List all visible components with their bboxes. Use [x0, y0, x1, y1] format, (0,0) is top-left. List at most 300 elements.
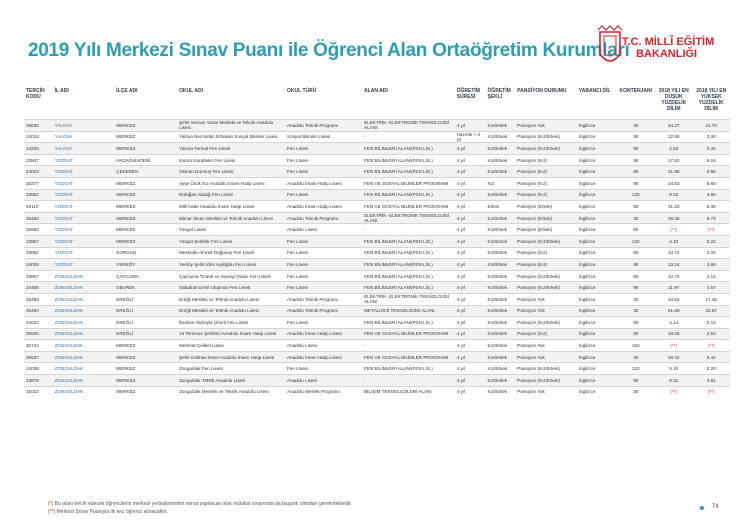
table-row — [24, 351, 730, 363]
cell-alan-adi: FEN BİLİMLERİ ALANI(FEN LİS.) — [364, 366, 433, 372]
cell-alan-adi: - — [364, 343, 366, 349]
cell-ogretim-sekli: Kız/Erkek — [487, 261, 508, 267]
cell-il-adi: YOZGAT — [54, 180, 74, 186]
cell-ogretim-suresi: 4 yıl — [456, 389, 466, 395]
cell-ogretim-suresi: 4 yıl — [456, 180, 466, 186]
cell-en-yuksek-dilim: 8.73 — [706, 215, 716, 221]
cell-il-adi: YALOVA — [54, 122, 73, 128]
cell-okul-adi: Erdoğan Akdağ Fen Lisesi — [179, 192, 233, 198]
table-row — [24, 363, 730, 375]
table-row — [24, 305, 730, 317]
cell-en-yuksek-dilim: 3.69 — [706, 261, 716, 267]
cell-yabanci-dil: İngilizce — [578, 377, 596, 383]
cell-tercih-kodu: 26377 — [26, 180, 39, 186]
cell-yabanci-dil: İngilizce — [578, 169, 596, 175]
cell-ogretim-suresi: 4 yıl — [456, 366, 466, 372]
cell-alan-adi: FEN BİLİMLERİ ALANI(FEN LİS.) — [364, 273, 433, 279]
cell-yabanci-dil: İngilizce — [578, 296, 596, 302]
ministry-name-line2: BAKANLIĞI — [636, 48, 698, 60]
cell-okul-adi: Mimar Sinan Mesleki ve Teknik Anadolu Lisesi — [179, 215, 273, 221]
cell-en-yuksek-dilim: 3.30 — [706, 134, 716, 140]
cell-yabanci-dil: İngilizce — [578, 285, 596, 291]
footnotes — [48, 500, 352, 516]
cell-tercih-kodu: 24465 — [26, 285, 39, 291]
cell-yabanci-dil: İngilizce — [578, 308, 596, 314]
cell-ogretim-suresi: 4 yıl — [456, 250, 466, 256]
cell-alan-adi: ELEKTRİK- ELEKTRONİK TEKNOLOJİSİ ALANI — [364, 213, 450, 224]
table-row — [24, 166, 730, 178]
cell-okul-turu: Fen Lisesi — [287, 157, 308, 163]
table-row — [24, 386, 730, 397]
cell-en-yuksek-dilim: (**) — [707, 343, 715, 349]
header-kontenjan: KONTENJANI — [619, 88, 653, 94]
cell-en-dusuk-dilim: 29.42 — [668, 354, 680, 360]
cell-okul-turu: Anadolu Lisesi — [287, 227, 317, 233]
cell-ogretim-suresi: 4 yıl — [456, 296, 466, 302]
cell-okul-adi: Ayşe Ücok Kız Anadolu İmam Hatip Lisesi — [179, 180, 265, 186]
header-ogretim-sekli: ÖĞRETİM ŞEKLİ — [487, 88, 511, 100]
cell-en-dusuk-dilim: 12.86 — [668, 134, 680, 140]
cell-en-yuksek-dilim: 2.03 — [706, 250, 716, 256]
cell-okul-adi: Zonguldak Fen Lisesi — [179, 366, 223, 372]
cell-ogretim-sekli: Kız/Erkek — [487, 238, 508, 244]
cell-alan-adi: FEN BİLİMLERİ ALANI(FEN LİS.) — [364, 157, 433, 163]
cell-ogretim-suresi: 4 yıl — [456, 261, 466, 267]
cell-pansiyon-durumu: Pansiyon (Kız) — [517, 250, 548, 256]
cell-okul-turu: Anadolu Teknik Programı — [287, 308, 339, 314]
page-dot-icon — [700, 506, 704, 510]
table-body — [24, 120, 730, 398]
cell-okul-adi: Osman Durmuş Fen Lisesi — [179, 169, 234, 175]
cell-ogretim-sekli: Kız/Erkek — [487, 169, 508, 175]
ministry-name-line1: T.C. MİLLÎ EĞİTİM — [622, 36, 715, 48]
cell-yabanci-dil: İngilizce — [578, 343, 596, 349]
cell-ilce-adi: MERKEZ — [116, 122, 136, 128]
cell-en-yuksek-dilim: 0.20 — [706, 366, 716, 372]
footnote-2 — [48, 508, 352, 516]
cell-il-adi: ZONGULDAK — [54, 285, 84, 291]
cell-yabanci-dil: İngilizce — [578, 250, 596, 256]
cell-ilce-adi: MERKEZ — [116, 215, 136, 221]
cell-tercih-kodu: 23867 — [26, 273, 39, 279]
cell-pansiyon-durumu: Pansiyon (Kız) — [517, 157, 548, 163]
cell-pansiyon-durumu: Pansiyon Yok — [517, 296, 545, 302]
cell-en-yuksek-dilim: 4.57 — [706, 285, 716, 291]
cell-yabanci-dil: İngilizce — [578, 389, 596, 395]
cell-alan-adi: FEN VE SOSYAL BİLİMLER PROGRAMI — [364, 203, 449, 209]
table-row — [24, 375, 730, 387]
cell-pansiyon-durumu: Pansiyon (Erkek) — [517, 227, 553, 233]
cell-yabanci-dil: İngilizce — [578, 273, 596, 279]
cell-alan-adi: - — [364, 227, 366, 233]
cell-okul-turu: Anadolu İmam Hatip Lisesi — [287, 354, 342, 360]
cell-il-adi: ZONGULDAK — [54, 377, 84, 383]
cell-ogretim-sekli: Kız/Erkek — [487, 285, 508, 291]
cell-tercih-kodu: 25110 — [26, 203, 39, 209]
cell-en-yuksek-dilim: 2.53 — [706, 331, 716, 337]
cell-alan-adi: FEN BİLİMLERİ ALANI(FEN LİS.) — [364, 261, 433, 267]
header-en-yuksek-dilim: 2018 YILI EN YÜKSEK YÜZDELİK DİLİM — [696, 88, 727, 112]
cell-okul-adi: Yozgat Lisesi — [179, 227, 206, 233]
cell-alan-adi: ELEKTRİK- ELEKTRONİK TEKNOLOJİSİ ALANI — [364, 120, 450, 131]
cell-okul-adi: Mesküde-Ahmet Doğanay Fen Lisesi — [179, 250, 255, 256]
cell-il-adi: YOZGAT — [54, 238, 74, 244]
cell-yabanci-dil: İngilizce — [578, 203, 596, 209]
cell-en-yuksek-dilim: 0.22 — [706, 238, 716, 244]
cell-tercih-kodu: 24023 — [26, 169, 39, 175]
cell-ilce-adi: ÇEKEREK — [116, 169, 139, 175]
cell-ilce-adi: MERKEZ — [116, 227, 136, 233]
cell-kontenjan: 30 — [633, 354, 639, 360]
cell-alan-adi: - — [364, 134, 366, 140]
cell-ogretim-sekli: Kız/Erkek — [487, 250, 508, 256]
cell-pansiyon-durumu: Pansiyon (Kız) — [517, 169, 548, 175]
cell-okul-turu: Fen Lisesi — [287, 366, 308, 372]
cell-ogretim-suresi: 4 yıl — [456, 354, 466, 360]
cell-en-dusuk-dilim: 10.74 — [668, 250, 680, 256]
header-ogretim-suresi: ÖĞRETİM SÜRESİ — [456, 88, 480, 100]
cell-okul-turu: Anadolu İmam Hatip Lisesi — [287, 180, 342, 186]
cell-en-dusuk-dilim: 39.38 — [668, 215, 680, 221]
cell-alan-adi: FEN VE SOSYAL BİLİMLER PROGRAMI — [364, 354, 449, 360]
cell-kontenjan: 90 — [633, 261, 639, 267]
cell-ogretim-sekli: Kız/Erkek — [487, 157, 508, 163]
cell-alan-adi: FEN BİLİMLERİ ALANI(FEN LİS.) — [364, 285, 433, 291]
cell-okul-turu: Anadolu İmam Hatip Lisesi — [287, 203, 342, 209]
cell-ogretim-suresi: 4 yıl — [456, 169, 466, 175]
cell-pansiyon-durumu: Pansiyon (Kız/Erkek) — [517, 377, 561, 383]
table-row — [24, 259, 730, 271]
cell-ogretim-sekli: Kız/Erkek — [487, 192, 508, 198]
cell-en-dusuk-dilim: 21.98 — [668, 169, 680, 175]
cell-ogretim-sekli: Kız/Erkek — [487, 377, 508, 383]
header-alan-adi: ALAN ADI — [364, 88, 388, 94]
cell-il-adi: YALOVA — [54, 145, 73, 151]
cell-tercih-kodu: 23862 — [26, 250, 39, 256]
cell-tercih-kodu: 32734 — [26, 343, 39, 349]
cell-en-yuksek-dilim: 0.34 — [706, 145, 716, 151]
cell-ilce-adi: MERKEZ — [116, 145, 136, 151]
cell-okul-adi: Şehit Gökhan Esen Anadolu İmam Hatip Lisesi — [179, 354, 275, 360]
cell-ilce-adi: MERKEZ — [116, 389, 136, 395]
cell-ilce-adi: MERKEZ — [116, 354, 136, 360]
cell-ogretim-sekli: Kız/Erkek — [487, 296, 508, 302]
cell-en-dusuk-dilim: 5.10 — [669, 366, 679, 372]
cell-il-adi: YOZGAT — [54, 215, 74, 221]
cell-en-yuksek-dilim: 5.44 — [706, 354, 716, 360]
cell-okul-adi: Sabahat-Cemil Ulupınar Fen Lisesi — [179, 285, 251, 291]
cell-en-yuksek-dilim: 22.87 — [705, 308, 717, 314]
cell-il-adi: ZONGULDAK — [54, 331, 84, 337]
cell-ilce-adi: AKDAĞMADENİ — [116, 157, 151, 163]
cell-kontenjan: 120 — [631, 192, 640, 198]
cell-en-dusuk-dilim: 8.03 — [669, 192, 679, 198]
cell-pansiyon-durumu: Pansiyon (Kız) — [517, 192, 548, 198]
cell-alan-adi: FEN BİLİMLERİ ALANI(FEN LİS.) — [364, 169, 433, 175]
cell-okul-adi: Zonguldak Mesleki ve Teknik Anadolu Lisesi — [179, 389, 269, 395]
cell-en-dusuk-dilim: 44.37 — [668, 122, 680, 128]
table-row — [24, 189, 730, 201]
cell-okul-adi: Yerköy Şehit İdris Aydoğdu Fen Lisesi — [179, 261, 256, 267]
ministry-name — [622, 36, 714, 60]
cell-en-dusuk-dilim: 44.54 — [668, 296, 680, 302]
table-row — [24, 235, 730, 247]
cell-il-adi: ZONGULDAK — [54, 296, 84, 302]
cell-okul-adi: Kazım Karabekir Fen Lisesi — [179, 157, 236, 163]
cell-ogretim-sekli: Kız/Erkek — [487, 145, 508, 151]
cell-ogretim-suresi: 4 yıl — [456, 215, 466, 221]
cell-tercih-kodu: 23852 — [26, 192, 39, 198]
cell-tercih-kodu: 23847 — [26, 157, 39, 163]
cell-ilce-adi: EREĞLİ — [116, 296, 134, 302]
cell-en-dusuk-dilim: 61.58 — [668, 308, 680, 314]
cell-pansiyon-durumu: Pansiyon Yok — [517, 389, 545, 395]
cell-tercih-kodu: 24028 — [26, 261, 39, 267]
cell-ilce-adi: EREĞLİ — [116, 331, 134, 337]
cell-tercih-kodu: 25505 — [26, 331, 39, 337]
cell-kontenjan: 60 — [633, 227, 639, 233]
cell-okul-adi: Zonguldak TMKB Anadolu Lisesi — [179, 377, 246, 383]
cell-ilce-adi: EREĞLİ — [116, 308, 134, 314]
cell-ilce-adi: MERKEZ — [116, 180, 136, 186]
page-number: 74 — [712, 504, 719, 510]
cell-ogretim-suresi: 4 yıl — [456, 308, 466, 314]
cell-il-adi: YALOVA — [54, 134, 73, 140]
cell-tercih-kodu: 31022 — [26, 389, 39, 395]
cell-en-dusuk-dilim: 18.05 — [668, 331, 680, 337]
cell-alan-adi: FEN BİLİMLERİ ALANI(FEN LİS.) — [364, 192, 433, 198]
cell-yabanci-dil: İngilizce — [578, 145, 596, 151]
cell-okul-adi: Yalova Necmettin Erbakan Sosyal Bilimler Lisesi — [179, 134, 278, 140]
footnote-2-mark: (**) — [48, 509, 56, 515]
footnote-1 — [48, 500, 352, 508]
cell-alan-adi: METALURJİ TEKNOLOJİSİ ALANI — [364, 308, 435, 314]
cell-ogretim-sekli: Kız/Erkek — [487, 273, 508, 279]
cell-il-adi: ZONGULDAK — [54, 273, 84, 279]
table-header-row — [24, 87, 730, 120]
header-tercih-kodu: TERCİH KODU — [26, 88, 45, 100]
cell-yabanci-dil: İngilizce — [578, 180, 596, 186]
cell-okul-turu: Anadolu Lisesi — [287, 377, 317, 383]
cell-kontenjan: 90 — [633, 331, 639, 337]
cell-yabanci-dil: İngilizce — [578, 319, 596, 325]
cell-il-adi: YOZGAT — [54, 250, 74, 256]
page-title: 2019 Yılı Merkezi Sınav Puanı ile Öğrenci Alan Ortaöğretim Kurumları — [28, 40, 630, 61]
header-yabanci-dil: YABANCI DİL — [578, 88, 611, 94]
cell-il-adi: ZONGULDAK — [54, 319, 84, 325]
cell-kontenjan: 90 — [633, 273, 639, 279]
cell-okul-turu: Anadolu İmam Hatip Lisesi — [287, 331, 342, 337]
table-row — [24, 293, 730, 305]
cell-tercih-kodu: 24033 — [26, 319, 39, 325]
cell-tercih-kodu: 24225 — [26, 145, 39, 151]
emblem-icon — [598, 26, 622, 61]
cell-ogretim-sekli: Kız/Erkek — [487, 227, 508, 233]
cell-okul-adi: Mehmet Çelikel Lisesi — [179, 343, 224, 349]
cell-kontenjan: 120 — [631, 366, 640, 372]
table-row — [24, 270, 730, 282]
cell-pansiyon-durumu: Pansiyon Yok — [517, 343, 545, 349]
cell-en-yuksek-dilim: (**) — [707, 227, 715, 233]
cell-okul-turu: Fen Lisesi — [287, 285, 308, 291]
cell-ogretim-sekli: Kız/Erkek — [487, 319, 508, 325]
cell-ilce-adi: MERKEZ — [116, 203, 136, 209]
table-row — [24, 317, 730, 329]
cell-tercih-kodu: 25489 — [26, 296, 39, 302]
cell-en-yuksek-dilim: 8.35 — [706, 203, 716, 209]
cell-ogretim-suresi: 4 yıl — [456, 122, 466, 128]
cell-okul-turu: Fen Lisesi — [287, 145, 308, 151]
table-row — [24, 143, 730, 155]
table-row — [24, 154, 730, 166]
cell-pansiyon-durumu: Pansiyon (Erkek) — [517, 203, 553, 209]
cell-alan-adi: BİLİŞİM TEKNOLOJİLERİ ALANI — [364, 389, 432, 395]
cell-en-yuksek-dilim: 0.13 — [706, 319, 716, 325]
cell-kontenjan: 90 — [633, 285, 639, 291]
cell-kontenjan: 90 — [633, 145, 639, 151]
cell-pansiyon-durumu: Pansiyon Yok — [517, 354, 545, 360]
cell-pansiyon-durumu: Pansiyon (Kız/Erkek) — [517, 238, 561, 244]
cell-il-adi: YOZGAT — [54, 227, 74, 233]
cell-il-adi: ZONGULDAK — [54, 366, 84, 372]
cell-okul-turu: Anadolu Teknik Programı — [287, 215, 339, 221]
cell-ogretim-suresi: 4 yıl — [456, 319, 466, 325]
cell-pansiyon-durumu: Pansiyon (Kız/Erkek) — [517, 273, 561, 279]
cell-en-dusuk-dilim: 17.62 — [668, 157, 680, 163]
cell-pansiyon-durumu: Pansiyon (Erkek) — [517, 215, 553, 221]
cell-okul-turu: Anadolu Teknik Programı — [287, 122, 339, 128]
cell-okul-turu: Anadolu Lisesi — [287, 343, 317, 349]
cell-okul-adi: İbrahim-Süheyla İzmirli Fen Lisesi — [179, 319, 248, 325]
table-row — [24, 247, 730, 259]
cell-ilce-adi: EREĞLİ — [116, 319, 134, 325]
cell-yabanci-dil: İngilizce — [578, 227, 596, 233]
cell-okul-turu: Fen Lisesi — [287, 250, 308, 256]
cell-en-dusuk-dilim: (**) — [670, 227, 678, 233]
cell-ogretim-suresi: 4 yıl — [456, 273, 466, 279]
cell-yabanci-dil: İngilizce — [578, 157, 596, 163]
cell-il-adi: YOZGAT — [54, 192, 74, 198]
cell-okul-adi: Yalova-Termal Fen Lisesi — [179, 145, 231, 151]
cell-okul-adi: Milli İrade Anadolu İmam Hatip Lisesi — [179, 203, 255, 209]
cell-kontenjan: 30 — [633, 296, 639, 302]
cell-en-yuksek-dilim: 14.70 — [705, 122, 717, 128]
cell-pansiyon-durumu: Pansiyon (Kız/Erkek) — [517, 366, 561, 372]
cell-ogretim-sekli: Kız/Erkek — [487, 354, 508, 360]
cell-ogretim-sekli: Kız/Erkek — [487, 134, 508, 140]
table-row — [24, 224, 730, 236]
cell-ilce-adi: MERKEZ — [116, 134, 136, 140]
schools-table — [24, 87, 730, 397]
cell-kontenjan: 90 — [633, 157, 639, 163]
cell-ogretim-sekli: Erkek — [487, 203, 500, 209]
cell-kontenjan: 150 — [631, 343, 640, 349]
cell-alan-adi: FEN BİLİMLERİ ALANI(FEN LİS.) — [364, 238, 433, 244]
cell-yabanci-dil: İngilizce — [578, 238, 596, 244]
cell-en-yuksek-dilim: 8.60 — [706, 180, 716, 186]
cell-yabanci-dil: İngilizce — [578, 331, 596, 337]
table-row — [24, 282, 730, 294]
cell-okul-adi: 15 Temmuz Şehitleri Anadolu İmam Hatip Lisesi — [179, 331, 277, 337]
cell-ogretim-suresi: 4 yıl — [456, 203, 466, 209]
cell-pansiyon-durumu: Pansiyon Yok — [517, 122, 545, 128]
cell-ilce-adi: ÇAYCUMA — [116, 273, 139, 279]
cell-il-adi: YOZGAT — [54, 261, 74, 267]
cell-pansiyon-durumu: Pansiyon (Kız) — [517, 261, 548, 267]
cell-alan-adi: FEN BİLİMLERİ ALANI(FEN LİS.) — [364, 250, 433, 256]
cell-yabanci-dil: İngilizce — [578, 134, 596, 140]
cell-en-dusuk-dilim: 11.97 — [668, 285, 680, 291]
cell-ogretim-sekli: Kız/Erkek — [487, 331, 508, 337]
cell-ogretim-sekli: Kız — [487, 180, 495, 186]
cell-tercih-kodu: 24038 — [26, 366, 39, 372]
cell-pansiyon-durumu: Pansiyon (Kız) — [517, 331, 548, 337]
cell-ogretim-sekli: Kız/Erkek — [487, 215, 508, 221]
cell-pansiyon-durumu: Pansiyon (Kız/Erkek) — [517, 319, 561, 325]
cell-okul-adi: Yozgat Şehitler Fen Lisesi — [179, 238, 233, 244]
cell-okul-turu: Anadolu Teknik Programı — [287, 296, 339, 302]
cell-ogretim-sekli: Kız/Erkek — [487, 343, 508, 349]
cell-kontenjan: 90 — [633, 203, 639, 209]
cell-tercih-kodu: 32682 — [26, 227, 39, 233]
table-row — [24, 212, 730, 224]
cell-en-yuksek-dilim: (**) — [707, 389, 715, 395]
cell-yabanci-dil: İngilizce — [578, 354, 596, 360]
cell-ilce-adi: SORGUN — [116, 250, 137, 256]
cell-yabanci-dil: İngilizce — [578, 366, 596, 372]
cell-en-yuksek-dilim: 17.36 — [705, 296, 717, 302]
cell-pansiyon-durumu: Pansiyon (Kız/Erkek) — [517, 285, 561, 291]
cell-ilce-adi: MERKEZ — [116, 377, 136, 383]
cell-ilce-adi: MERKEZ — [116, 238, 136, 244]
cell-okul-adi: Ereğli Mesleki ve Teknik Anadolu Lisesi — [179, 296, 259, 302]
cell-tercih-kodu: 25494 — [26, 308, 39, 314]
cell-tercih-kodu: 23878 — [26, 377, 39, 383]
cell-ilce-adi: DEVREK — [116, 285, 136, 291]
cell-il-adi: ZONGULDAK — [54, 354, 84, 360]
table-row — [24, 201, 730, 213]
cell-ilce-adi: MERKEZ — [116, 343, 136, 349]
cell-en-dusuk-dilim: 13.24 — [668, 261, 680, 267]
cell-ogretim-suresi: 4 yıl — [456, 192, 466, 198]
table-row — [24, 328, 730, 340]
cell-en-dusuk-dilim: (**) — [670, 343, 678, 349]
cell-en-dusuk-dilim: 24.83 — [668, 180, 680, 186]
cell-il-adi: ZONGULDAK — [54, 308, 84, 314]
cell-kontenjan: 120 — [631, 238, 640, 244]
header-il-adi: İL ADI — [54, 88, 69, 94]
cell-ogretim-suresi: 4 yıl — [456, 145, 466, 151]
cell-en-yuksek-dilim: 0.55 — [706, 169, 716, 175]
cell-okul-turu: Sosyal Bilimler Lisesi — [287, 134, 331, 140]
footnote-2-text: Merkezi Sınav Puanıyla ilk kez öğrenci alınacaktır. — [55, 509, 168, 515]
footnote-1-mark: (*) — [48, 501, 54, 507]
cell-en-yuksek-dilim: 6.19 — [706, 157, 716, 163]
cell-kontenjan: 30 — [633, 389, 639, 395]
cell-en-yuksek-dilim: 3.60 — [706, 192, 716, 198]
cell-ogretim-sekli: Kız/Erkek — [487, 366, 508, 372]
cell-okul-turu: Fen Lisesi — [287, 169, 308, 175]
cell-ogretim-suresi: 4 yıl — [456, 238, 466, 244]
cell-ogretim-suresi: 4 yıl — [456, 377, 466, 383]
cell-il-adi: YOZGAT — [54, 203, 74, 209]
cell-okul-adi: Şehit Sercan Yazar Mesleki ve Teknik Anadolu Lisesi — [179, 120, 274, 131]
cell-en-yuksek-dilim: 3.81 — [706, 377, 716, 383]
header-pansiyon-durumu: PANSİYON DURUMU — [517, 88, 567, 94]
cell-en-dusuk-dilim: (**) — [670, 389, 678, 395]
cell-tercih-kodu: 26537 — [26, 354, 39, 360]
cell-ogretim-suresi: Hazırlık + 4 yıl — [456, 131, 480, 142]
